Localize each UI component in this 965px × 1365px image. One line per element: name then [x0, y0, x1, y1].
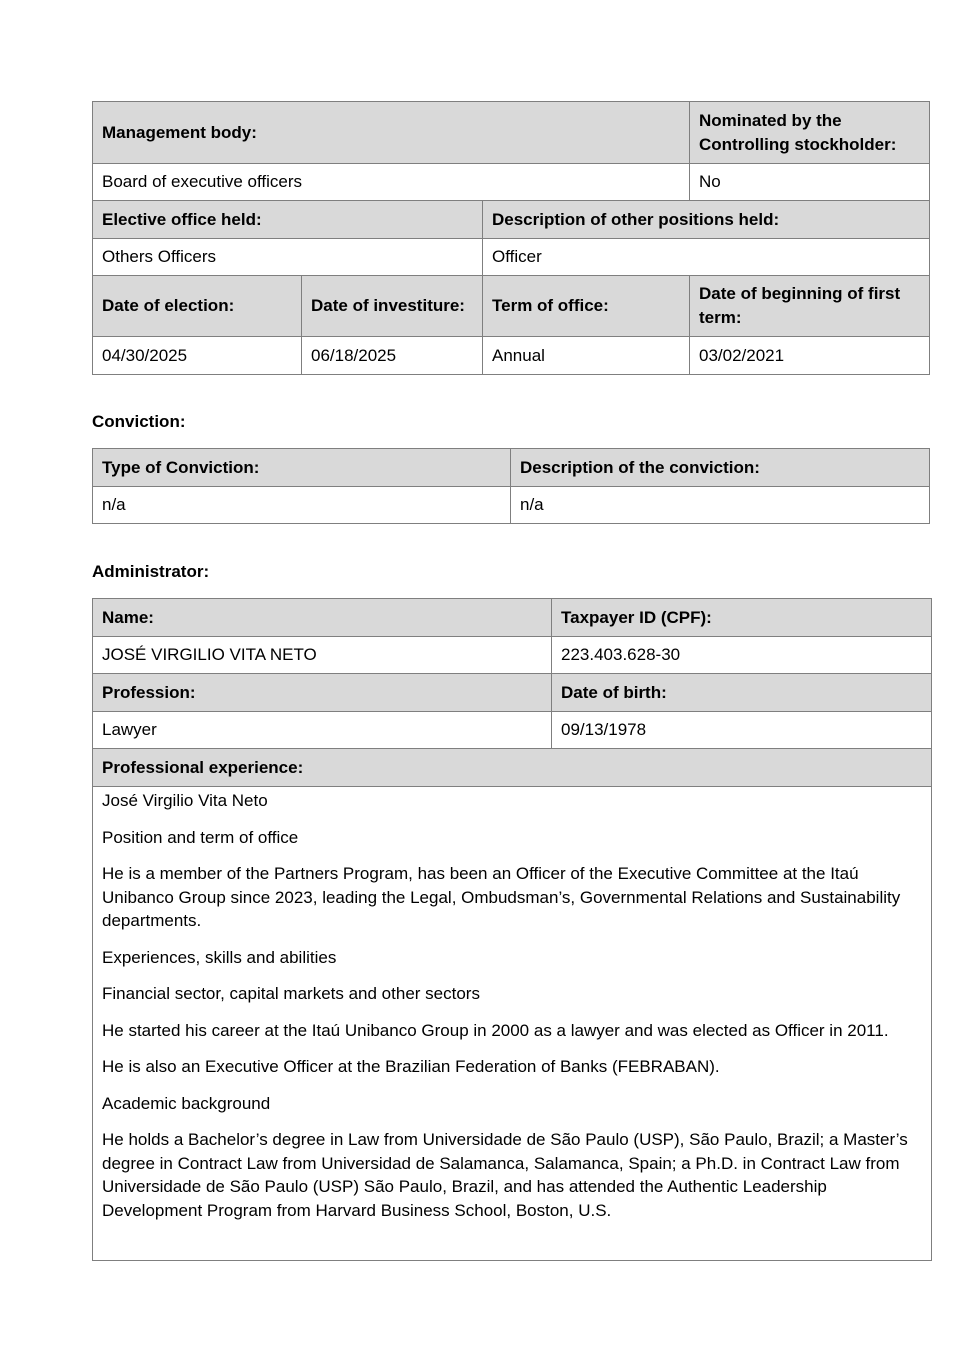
election-date-value: 04/30/2025: [93, 337, 302, 375]
experience-paragraph: Financial sector, capital markets and other sectors: [102, 984, 480, 1003]
profession-label: Profession:: [93, 674, 552, 712]
experience-paragraph: Experiences, skills and abilities: [102, 947, 337, 967]
term-of-office-label: Term of office:: [483, 276, 690, 337]
first-term-date-value: 03/02/2021: [690, 337, 930, 375]
profession-value: Lawyer: [93, 712, 552, 749]
experience-paragraph: José Virgilio Vita Neto: [102, 791, 268, 810]
investiture-date-value: 06/18/2025: [302, 337, 483, 375]
experience-paragraph: He is also an Executive Officer at the Brazilian Federation of Banks (FEBRABAN).: [102, 1057, 720, 1076]
nominated-value: No: [690, 164, 930, 201]
name-label: Name:: [93, 599, 552, 637]
investiture-date-label: Date of investiture:: [302, 276, 483, 337]
conviction-type-label: Type of Conviction:: [93, 449, 511, 487]
administrator-title: Administrator:: [92, 562, 210, 581]
experience-paragraph: He is a member of the Partners Program, has been an Officer of the Executive Committee at the Itaú Unibanco Group since 2023, leading the Legal, Ombudsman’s, Governmental Relations and Sustainability departments.: [102, 864, 901, 930]
other-positions-label: Description of other positions held:: [483, 201, 930, 239]
experience-paragraph: He holds a Bachelor’s degree in Law from Universidade de São Paulo (USP), São Paulo, Brazil; a Master’s degree in Contract Law from Universidad de Salamanca, Salamanca, Spain; a Ph.D. in Contract Law from Universidade de São Paulo (USP) São Paulo, Brazil, and has attended the Authentic Leadership Development Program from Harvard Business School, Boston, U.S.: [102, 1130, 908, 1220]
management-table: [92, 101, 930, 375]
name-value: JOSÉ VIRGILIO VITA NETO: [93, 637, 552, 674]
conviction-type-value: n/a: [93, 487, 511, 524]
conviction-description-label: Description of the conviction:: [511, 449, 930, 487]
election-date-label: Date of election:: [93, 276, 302, 337]
nominated-label: Nominated by the Controlling stockholder:: [690, 102, 930, 164]
management-body-value: Board of executive officers: [93, 164, 690, 201]
experience-body: [93, 787, 932, 1261]
cpf-label: Taxpayer ID (CPF):: [552, 599, 932, 637]
conviction-description-value: n/a: [511, 487, 930, 524]
elective-office-label: Elective office held:: [93, 201, 483, 239]
management-body-label: Management body:: [93, 102, 690, 164]
conviction-title: Conviction:: [92, 412, 186, 431]
elective-office-value: Others Officers: [93, 239, 483, 276]
term-of-office-value: Annual: [483, 337, 690, 375]
other-positions-value: Officer: [483, 239, 930, 276]
birth-date-value: 09/13/1978: [552, 712, 932, 749]
experience-paragraph: He started his career at the Itaú Unibanco Group in 2000 as a lawyer and was elected as Officer in 2011.: [102, 1020, 889, 1040]
experience-paragraph: Position and term of office: [102, 827, 299, 847]
birth-date-label: Date of birth:: [552, 674, 932, 712]
first-term-date-label: Date of beginning of first term:: [690, 276, 930, 337]
experience-paragraph: Academic background: [102, 1093, 271, 1113]
cpf-value: 223.403.628-30: [552, 637, 932, 674]
conviction-table: [92, 448, 930, 524]
administrator-table: [92, 598, 932, 1261]
experience-label: Professional experience:: [93, 749, 932, 787]
